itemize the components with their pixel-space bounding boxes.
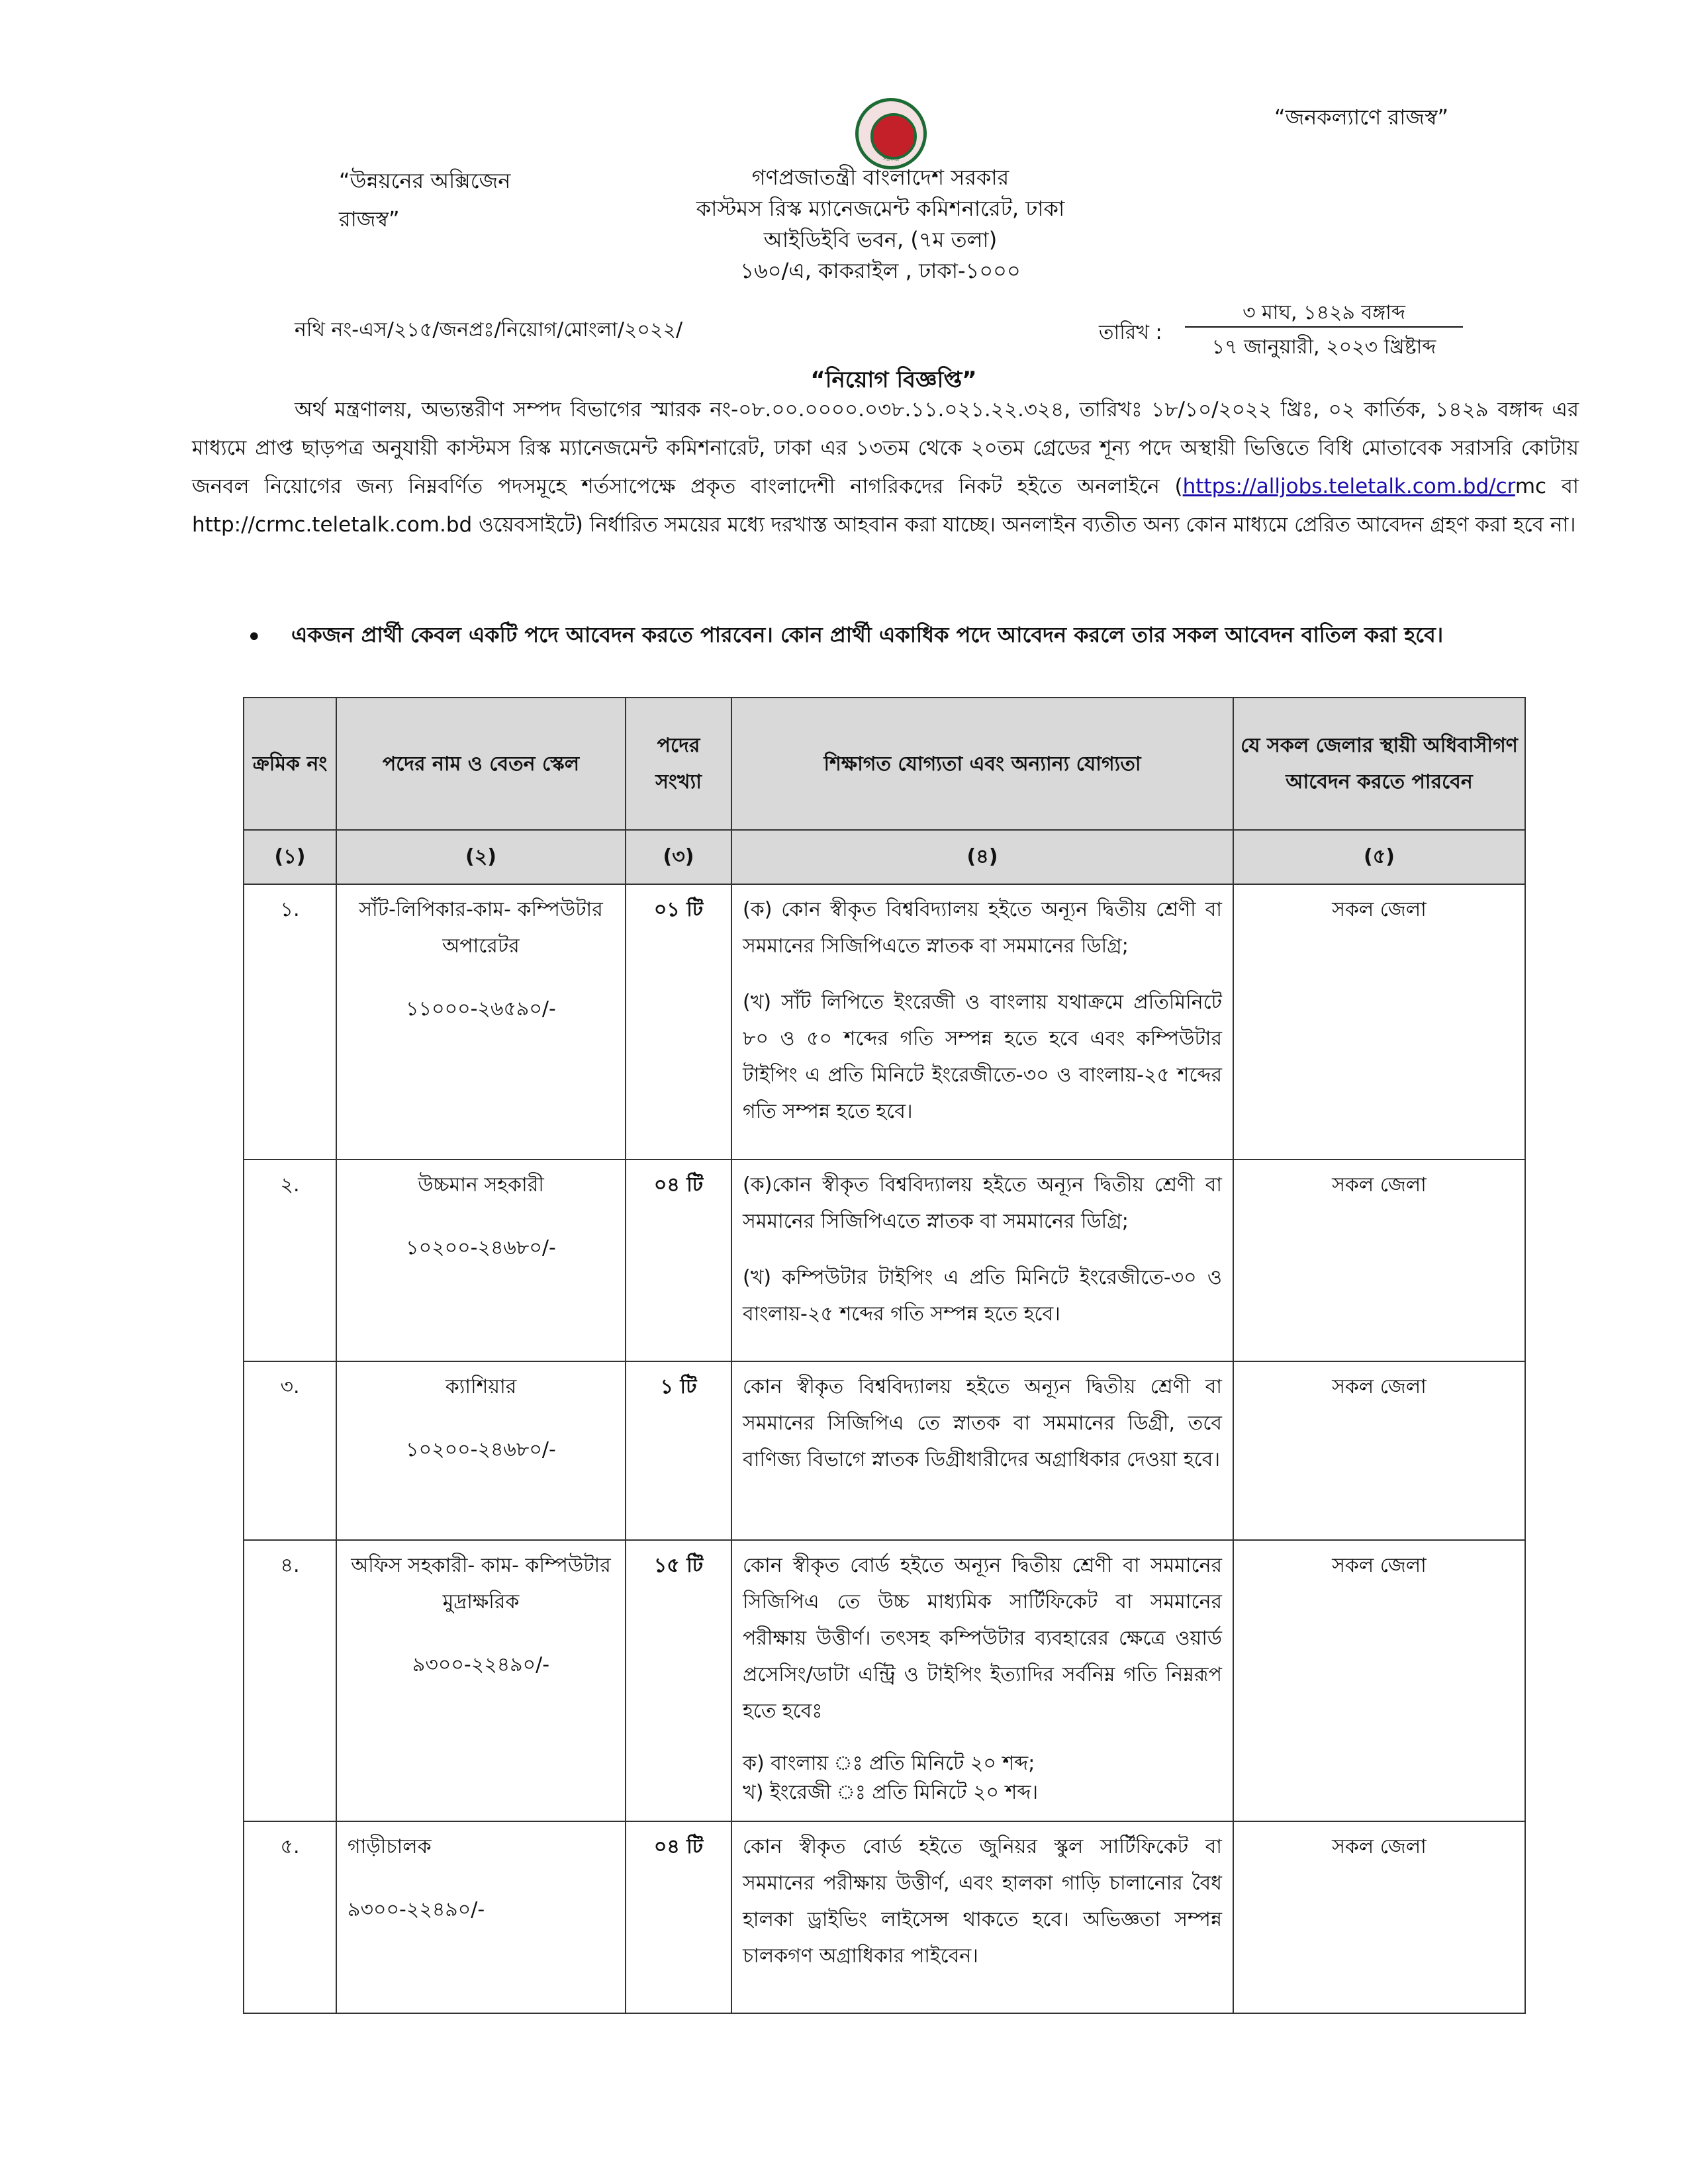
column-number: (৩): [626, 830, 731, 884]
teletalk-link[interactable]: https://alljobs.teletalk.com.bd/cr: [1182, 475, 1515, 498]
row-count: ০৪ টি: [626, 1821, 731, 2013]
table-row: [244, 1361, 1525, 1540]
column-number: (৫): [1233, 830, 1525, 884]
one-post-rule: একজন প্রার্থী কেবল একটি পদে আবেদন করতে পারবেন। কোন প্রার্থী একাধিক পদে আবেদন করলে তার সকল আবেদন বাতিল করা হবে।: [291, 622, 1444, 647]
row-count: ০৪ টি: [626, 1160, 731, 1361]
date-english: ১৭ জানুয়ারী, ২০২৩ খ্রিষ্টাব্দ: [1211, 336, 1436, 359]
column-number: (৪): [731, 830, 1233, 884]
row-post: [336, 884, 626, 1160]
slogan-right: “জনকল্যাণে রাজস্ব”: [1274, 105, 1449, 130]
table-row: [244, 1821, 1525, 2013]
seal-label: সরকার: [882, 156, 900, 163]
memo-number: নথি নং-এস/২১৫/জনপ্রঃ/নিয়োগ/মোংলা/২০২২/: [295, 318, 683, 341]
row-serial: ২.: [244, 1160, 336, 1361]
qualification-a: কোন স্বীকৃত বিশ্ববিদ্যালয় হইতে অন্যূন দ্বিতীয় শ্রেণী বা সমমানের সিজিপিএ তে স্নাতক বা সমমানের ডিগ্রী, তবে বাণিজ্য বিভাগে স্নাতক ডিগ্রীধারীদের অগ্রাধিকার দেওয়া হবে।: [743, 1375, 1222, 1471]
notice-body-text: অর্থ মন্ত্রণালয়, অভ্যন্তরীণ সম্পদ বিভাগের স্মারক নং-০৮.০০.০০০০.০৩৮.১১.০২১.২২.৩২৪, তারিখঃ ১৮/১০/২০২২ খ্রিঃ, ০২ কার্তিক, ১৪২৯ বঙ্গাব্দ এর মাধ্যমে প্রাপ্ত ছাড়পত্র অনুযায়ী কাস্টমস রিস্ক ম্যানেজমেন্ট কমিশনারেট, ঢাকা এর ১৩তম থেকে ২০তম গ্রেডের শূন্য পদে অস্থায়ী ভিত্তিতে বিধি মোতাবেক সরাসরি কোটায় জনবল নিয়োগের জন্য নিম্নবর্ণিত পদসমূহে শর্তসাপেক্ষে প্রকৃত বাংলাদেশী নাগরিকদের নিকট হইতে অনলাইনে (: [192, 398, 1579, 498]
column-number: (২): [336, 830, 626, 884]
row-count: ১৫ টি: [626, 1540, 731, 1821]
row-qualification: [731, 884, 1233, 1160]
row-count: ০১ টি: [626, 884, 731, 1160]
bullet-icon: •: [246, 622, 262, 653]
column-number-row: [244, 830, 1525, 884]
row-qualification: [731, 1540, 1233, 1821]
org-line-3: আইডিইবি ভবন, (৭ম তলা): [763, 227, 998, 252]
table-header-row: [244, 698, 1525, 830]
row-serial: ৪.: [244, 1540, 336, 1821]
date-label: তারিখ :: [1099, 321, 1162, 344]
row-serial: ৩.: [244, 1361, 336, 1540]
notice-body-tail: mc বা http://crmc.teletalk.com.bd ওয়েবসাইটে) নির্ধারিত সময়ের মধ্যে দরখাস্ত আহবান করা যাচ্ছে। অনলাইন ব্যতীত অন্য কোন মাধ্যমে প্রেরিত আবেদন গ্রহণ করা হবে না।: [192, 475, 1579, 537]
row-qualification: [731, 1361, 1233, 1540]
qualification-a: কোন স্বীকৃত বোর্ড হইতে জুনিয়র স্কুল সার্টিফিকেট বা সমমানের পরীক্ষায় উত্তীর্ণ, এবং হালকা গাড়ি চালানোর বৈধ হালকা ড্রাইভিং লাইসেন্স থাকতে হবে। অভিজ্ঞতা সম্পন্ন চালকগণ অগ্রাধিকার পাইবেন।: [743, 1835, 1222, 1968]
slogan-left-line2: রাজস্ব”: [339, 206, 400, 232]
row-district: সকল জেলা: [1233, 1160, 1525, 1361]
qualification-b: (খ) সাঁট লিপিতে ইংরেজী ও বাংলায় যথাক্রমে প্রতিমিনিটে ৮০ ও ৫০ শব্দের গতি সম্পন্ন হতে হবে এবং কম্পিউটার টাইপিং এ প্রতি মিনিটে ইংরেজীতে-৩০ ও বাংলায়-২৫ শব্দের গতি সম্পন্ন হতে হবে।: [743, 991, 1222, 1123]
government-seal-icon: [855, 98, 927, 169]
header-qualification: শিক্ষাগত যোগ্যতা এবং অন্যান্য যোগ্যতা: [731, 698, 1233, 830]
header-count: পদের সংখ্যা: [626, 698, 731, 830]
row-post: [336, 1540, 626, 1821]
date-bangla: ৩ মাঘ, ১৪২৯ বঙ্গাব্দ: [1243, 301, 1405, 324]
vacancy-table: [243, 697, 1526, 2014]
pay-scale: ১০২০০-২৪৬৮০/-: [406, 1236, 556, 1259]
post-name: গাড়ীচালক: [348, 1835, 432, 1858]
row-qualification: [731, 1160, 1233, 1361]
pay-scale: ১১০০০-২৬৫৯০/-: [406, 997, 556, 1021]
column-number: (১): [244, 830, 336, 884]
row-district: সকল জেলা: [1233, 1821, 1525, 2013]
qualification-a: (ক)কোন স্বীকৃত বিশ্ববিদ্যালয় হইতে অন্যূন দ্বিতীয় শ্রেণী বা সমমানের সিজিপিএতে স্নাতক বা সমমানের ডিগ্রি;: [743, 1173, 1222, 1233]
pay-scale: ৯৩০০-২২৪৯০/-: [348, 1898, 485, 1921]
qualification-a: (ক) কোন স্বীকৃত বিশ্ববিদ্যালয় হইতে অন্যূন দ্বিতীয় শ্রেণী বা সমমানের সিজিপিএতে স্নাতক বা সমমানের ডিগ্রি;: [743, 898, 1222, 958]
row-district: সকল জেলা: [1233, 1540, 1525, 1821]
row-serial: ১.: [244, 884, 336, 1160]
notice-title: “নিয়োগ বিজ্ঞপ্তি”: [810, 367, 977, 393]
row-district: সকল জেলা: [1233, 884, 1525, 1160]
org-line-1: গণপ্রজাতন্ত্রী বাংলাদেশ সরকার: [751, 165, 1009, 190]
row-district: সকল জেলা: [1233, 1361, 1525, 1540]
row-post: [336, 1160, 626, 1361]
slogan-left-line1: “উন্নয়নের অক্সিজেন: [339, 168, 511, 193]
org-line-4: ১৬০/এ, কাকরাইল , ঢাকা-১০০০: [740, 258, 1021, 283]
speed-bangla: ক) বাংলায় ঃ প্রতি মিনিটে ২০ শব্দ;: [743, 1752, 1035, 1775]
speed-english: খ) ইংরেজী ঃ প্রতি মিনিটে ২০ শব্দ।: [743, 1781, 1039, 1804]
row-serial: ৫.: [244, 1821, 336, 2013]
row-post: [336, 1821, 626, 2013]
table-row: [244, 1540, 1525, 1821]
qualification-main: কোন স্বীকৃত বোর্ড হইতে অন্যূন দ্বিতীয় শ্রেণী বা সমমানের সিজিপিএ তে উচ্চ মাধ্যমিক সার্টিফিকেট বা সমমানের পরীক্ষায় উত্তীর্ণ। তৎসহ কম্পিউটার ব্যবহারের ক্ষেত্রে ওয়ার্ড প্রসেসিং/ডাটা এন্ট্রি ও টাইপিং ইত্যাদির সর্বনিম্ন গতি নিম্নরূপ হতে হবেঃ: [743, 1554, 1222, 1723]
pay-scale: ১০২০০-২৪৬৮০/-: [406, 1438, 556, 1461]
header-serial: ক্রমিক নং: [244, 698, 336, 830]
qualification-b: (খ) কম্পিউটার টাইপিং এ প্রতি মিনিটে ইংরেজীতে-৩০ ও বাংলায়-২৫ শব্দের গতি সম্পন্ন হতে হবে।: [743, 1266, 1222, 1326]
header-post: পদের নাম ও বেতন স্কেল: [336, 698, 626, 830]
post-name: অফিস সহকারী- কাম- কম্পিউটার মুদ্রাক্ষরিক: [351, 1554, 611, 1614]
row-post: [336, 1361, 626, 1540]
post-name: ক্যাশিয়ার: [445, 1375, 517, 1398]
header-district: যে সকল জেলার স্থায়ী অধিবাসীগণ আবেদন করতে পারবেন: [1233, 698, 1525, 830]
table-row: [244, 884, 1525, 1160]
date-divider: [1185, 326, 1463, 328]
table-row: [244, 1160, 1525, 1361]
org-line-2: কাস্টমস রিস্ক ম্যানেজমেন্ট কমিশনারেট, ঢাকা: [696, 196, 1065, 221]
row-qualification: [731, 1821, 1233, 2013]
post-name: সাঁট-লিপিকার-কাম- কম্পিউটার অপারেটর: [359, 898, 603, 958]
post-name: উচ্চমান সহকারী: [418, 1173, 544, 1197]
pay-scale: ৯৩০০-২২৪৯০/-: [412, 1653, 550, 1676]
notice-body: [192, 390, 1579, 544]
seal-red-disc: [870, 113, 917, 159]
row-count: ১ টি: [626, 1361, 731, 1540]
